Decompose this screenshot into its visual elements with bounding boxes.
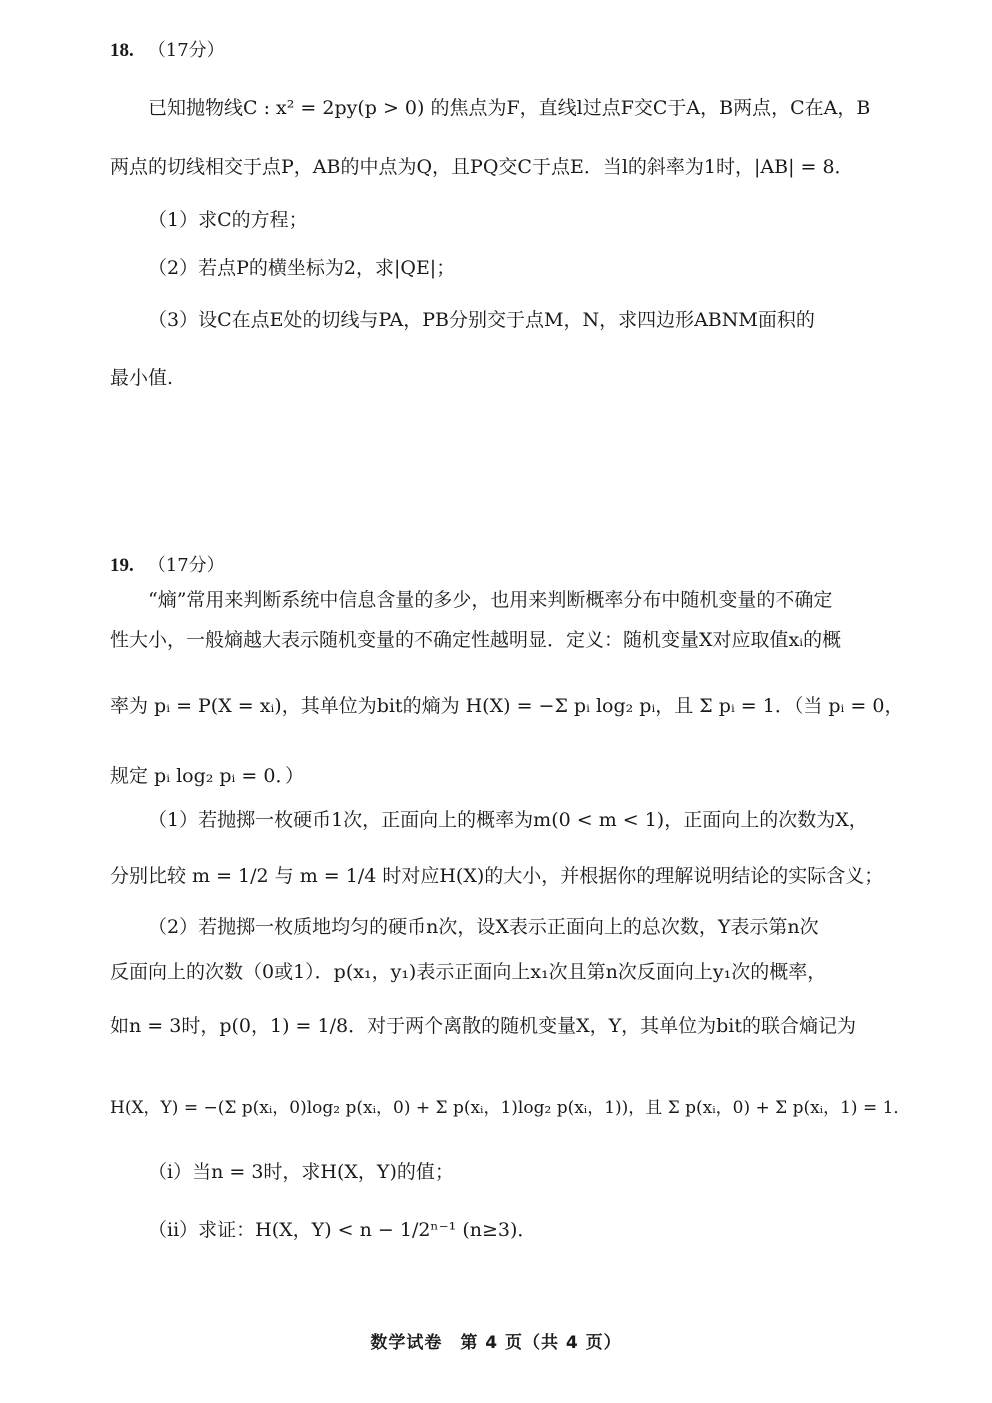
q19-intro-line3: 率为 pᵢ = P(X = xᵢ)，其单位为bit的熵为 H(X) = −Σ pᵢ log₂ pᵢ，且 Σ pᵢ = 1．（当 pᵢ = 0， (110, 695, 904, 717)
q19-part2-line2: 反面向上的次数（0或1）．p(x₁，y₁)表示正面向上x₁次且第n次反面向上y₁次的概率， (110, 961, 827, 983)
q19-sub-ii: （ii）求证：H(X，Y) < n − 1/2ⁿ⁻¹ (n≥3)． (148, 1219, 537, 1241)
q19-header (110, 551, 932, 580)
q19-score: （17分） (147, 555, 225, 576)
q18-part1: （1）求C的方程； (148, 209, 308, 231)
q18-stem-line1: 已知抛物线C : x² = 2py(p > 0) 的焦点为F，直线l过点F交C于A，B两点，C在A，B (148, 97, 871, 119)
q18-part2: （2）若点P的横坐标为2，求|QE|； (148, 257, 456, 279)
q18-header (110, 36, 932, 65)
q18-part3-line2: 最小值. (110, 367, 174, 389)
q19-part1-line2: 分别比较 m = 1/2 与 m = 1/4 时对应H(X)的大小，并根据你的理解说明结论的实际含义； (110, 865, 884, 887)
q18-part3-line1: （3）设C在点E处的切线与PA，PB分别交于点M，N，求四边形ABNM面积的 (148, 309, 815, 331)
q19-intro-line4: 规定 pᵢ log₂ pᵢ = 0．） (110, 765, 304, 787)
q18-stem-line2: 两点的切线相交于点P，AB的中点为Q，且PQ交C于点E．当l的斜率为1时，|AB| = 8． (110, 156, 854, 178)
q18-number: 18. (110, 40, 134, 61)
q19-part2-line3: 如n = 3时，p(0，1) = 1/8．对于两个离散的随机变量X，Y，其单位为bit的联合熵记为 (110, 1015, 857, 1037)
q19-number: 19. (110, 555, 134, 576)
q19-part2-line1: （2）若抛掷一枚质地均匀的硬币n次，设X表示正面向上的总次数，Y表示第n次 (148, 916, 819, 938)
q19-sub-i: （i）当n = 3时，求H(X，Y)的值； (148, 1161, 454, 1183)
q19-part1-line1: （1）若抛掷一枚硬币1次，正面向上的概率为m(0 < m < 1)，正面向上的次数为X， (148, 809, 868, 831)
q18-score: （17分） (147, 40, 225, 61)
page-footer: 数学试卷 第 4 页（共 4 页） (370, 1333, 622, 1353)
q19-intro-line2: 性大小，一般熵越大表示随机变量的不确定性越明显．定义：随机变量X对应取值xᵢ的概 (110, 629, 842, 651)
q19-intro-line1: “熵”常用来判断系统中信息含量的多少，也用来判断概率分布中随机变量的不确定 (148, 589, 833, 611)
q19-joint-entropy-formula: H(X，Y) = −(Σ p(xᵢ，0)log₂ p(xᵢ，0) + Σ p(xᵢ，1)log₂ p(xᵢ，1))，且 Σ p(xᵢ，0) + Σ p(xᵢ，1) = 1． (110, 1098, 911, 1118)
